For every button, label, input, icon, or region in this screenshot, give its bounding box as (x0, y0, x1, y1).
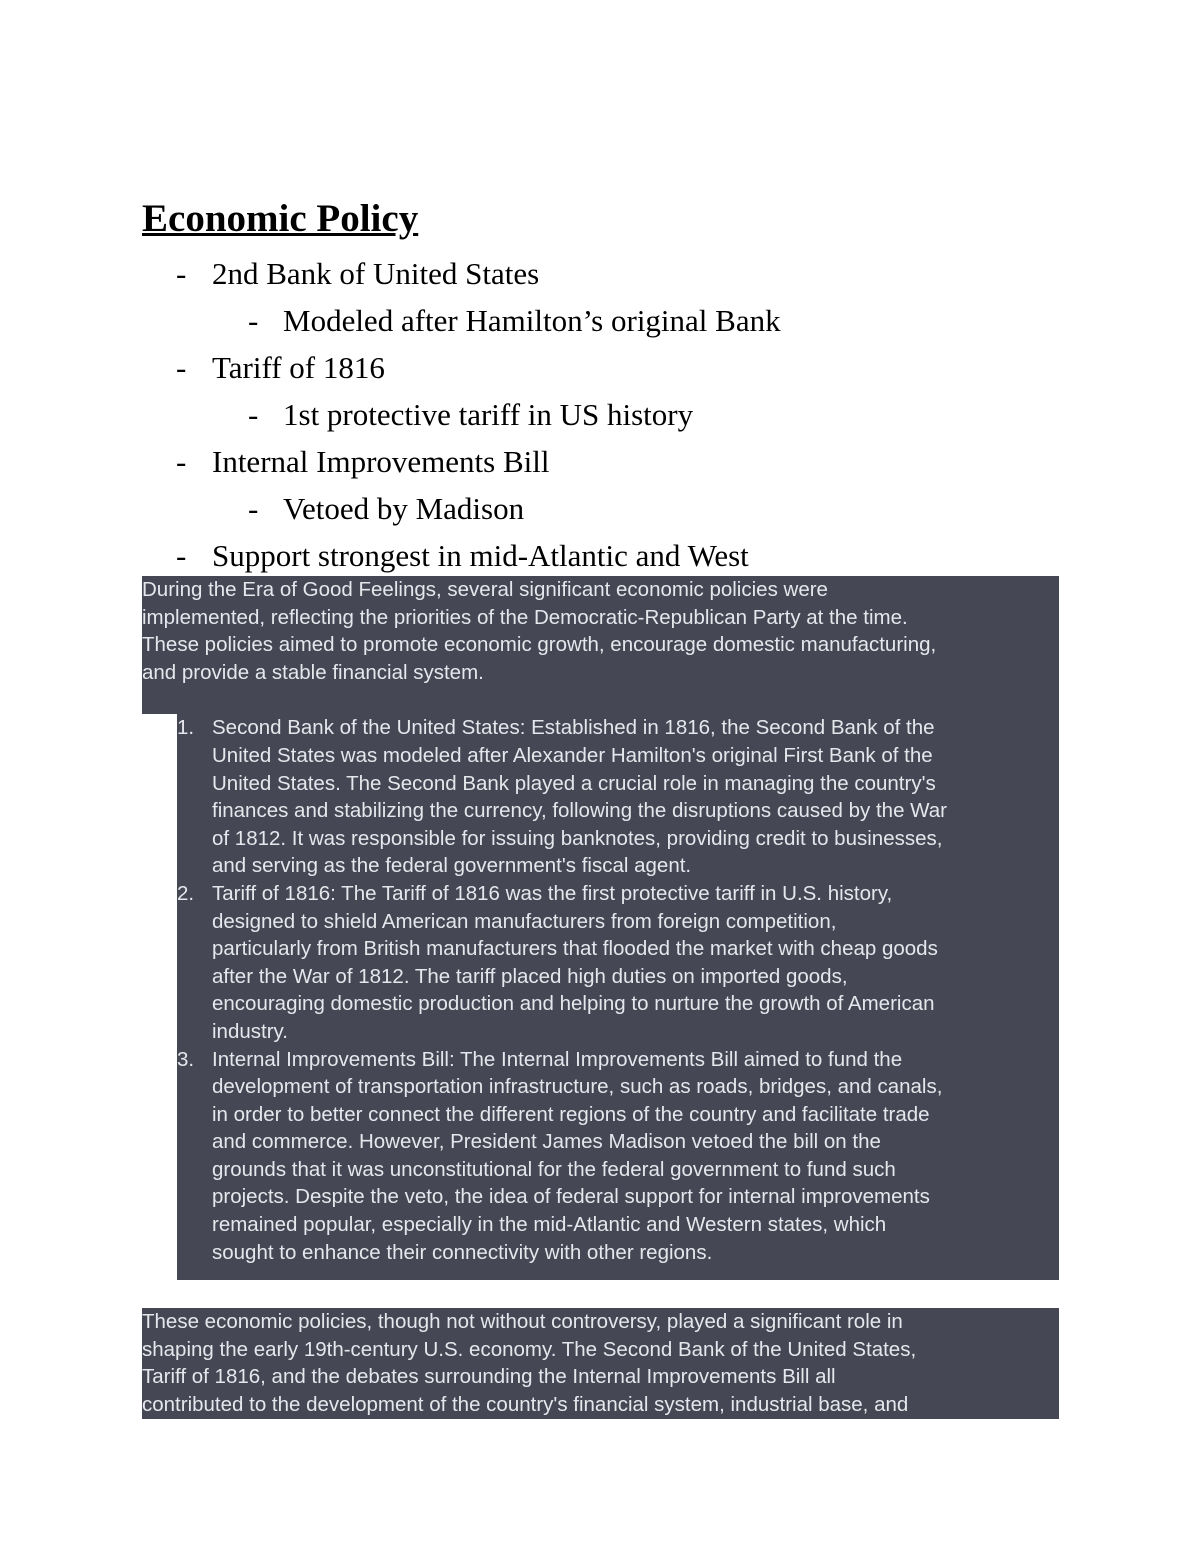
outline-item-text: Internal Improvements Bill (212, 444, 550, 479)
dash-bullet: - (248, 303, 259, 338)
item-line: finances and stabilizing the currency, following the disruptions caused by the War (212, 799, 947, 823)
item-line: remained popular, especially in the mid-Atlantic and Western states, which (212, 1213, 887, 1237)
numbered-item (177, 714, 1059, 880)
dash-bullet: - (248, 397, 259, 432)
outline-item (142, 344, 1102, 391)
item-line: projects. Despite the veto, the idea of federal support for internal improvements (212, 1185, 930, 1209)
outline-subitem (142, 391, 1102, 438)
numbered-item (177, 1046, 1059, 1281)
numbered-item (177, 880, 1059, 1046)
outline-item-text: Vetoed by Madison (283, 491, 525, 526)
outline-subitem (142, 297, 1102, 344)
item-line: sought to enhance their connectivity with other regions. (212, 1240, 713, 1264)
intro-line: These policies aimed to promote economic growth, encourage domestic manufacturing, (142, 631, 1059, 659)
handwritten-notes-section (142, 196, 1102, 579)
outline-item (142, 532, 1102, 579)
item-line: grounds that it was unconstitutional for the federal government to fund such (212, 1157, 896, 1181)
item-line: encouraging domestic production and helping to nurture the growth of American (212, 992, 935, 1016)
item-line: of 1812. It was responsible for issuing banknotes, providing credit to businesses, (212, 826, 943, 850)
item-line: in order to better connect the different regions of the country and facilitate trade (212, 1102, 930, 1126)
outline-item-text: 1st protective tariff in US history (283, 397, 694, 432)
item-number: 2. (177, 881, 195, 905)
closing-line: Tariff of 1816, and the debates surrounding the Internal Improvements Bill all (142, 1363, 1059, 1391)
outline-subitem (142, 485, 1102, 532)
item-line: particularly from British manufacturers that flooded the market with cheap goods (212, 937, 938, 961)
item-line: and serving as the federal government's fiscal agent. (212, 854, 692, 878)
item-line: Tariff of 1816: The Tariff of 1816 was the first protective tariff in U.S. history, (212, 881, 893, 905)
outline-item-text: Support strongest in mid-Atlantic and West (212, 538, 749, 573)
item-line: industry. (212, 1019, 288, 1043)
paragraph-gap (142, 686, 1059, 714)
dash-bullet: - (176, 444, 187, 479)
dash-bullet: - (176, 538, 187, 573)
item-line: development of transportation infrastructure, such as roads, bridges, and canals, (212, 1075, 943, 1099)
item-line: and commerce. However, President James Madison vetoed the bill on the (212, 1130, 881, 1154)
list-tail-spacer (212, 1266, 1059, 1280)
closing-line: These economic policies, though not without controversy, played a significant role in (142, 1308, 1059, 1336)
dash-bullet: - (248, 491, 259, 526)
dash-bullet: - (176, 256, 187, 291)
item-line: United States was modeled after Alexander Hamilton's original First Bank of the (212, 743, 933, 767)
paragraph-gap (142, 1280, 1059, 1308)
item-line: United States. The Second Bank played a crucial role in managing the country's (212, 771, 936, 795)
intro-line: implemented, reflecting the priorities of the Democratic-Republican Party at the time. (142, 604, 1059, 632)
closing-line: shaping the early 19th-century U.S. economy. The Second Bank of the United States, (142, 1336, 1059, 1364)
numbered-list (177, 714, 1059, 1280)
intro-line: During the Era of Good Feelings, several significant economic policies were (142, 576, 1059, 604)
outline-item (142, 250, 1102, 297)
item-line: after the War of 1812. The tariff placed high duties on imported goods, (212, 964, 848, 988)
intro-line: and provide a stable financial system. (142, 659, 1059, 687)
outline-item-text: Modeled after Hamilton’s original Bank (283, 303, 781, 338)
outline-item-text: Tariff of 1816 (212, 350, 385, 385)
item-number: 3. (177, 1047, 195, 1071)
outline-item (142, 438, 1102, 485)
item-number: 1. (177, 716, 195, 740)
closing-line: contributed to the development of the country's financial system, industrial base, and (142, 1391, 1059, 1419)
page-title: Economic Policy (142, 197, 419, 240)
item-line: designed to shield American manufacturers from foreign competition, (212, 909, 837, 933)
outline-item-text: 2nd Bank of United States (212, 256, 540, 291)
outline-list (142, 250, 1102, 579)
dash-bullet: - (176, 350, 187, 385)
pasted-text-block (142, 576, 1059, 1419)
item-line: Second Bank of the United States: Established in 1816, the Second Bank of the (212, 716, 935, 740)
item-line: Internal Improvements Bill: The Internal Improvements Bill aimed to fund the (212, 1047, 903, 1071)
